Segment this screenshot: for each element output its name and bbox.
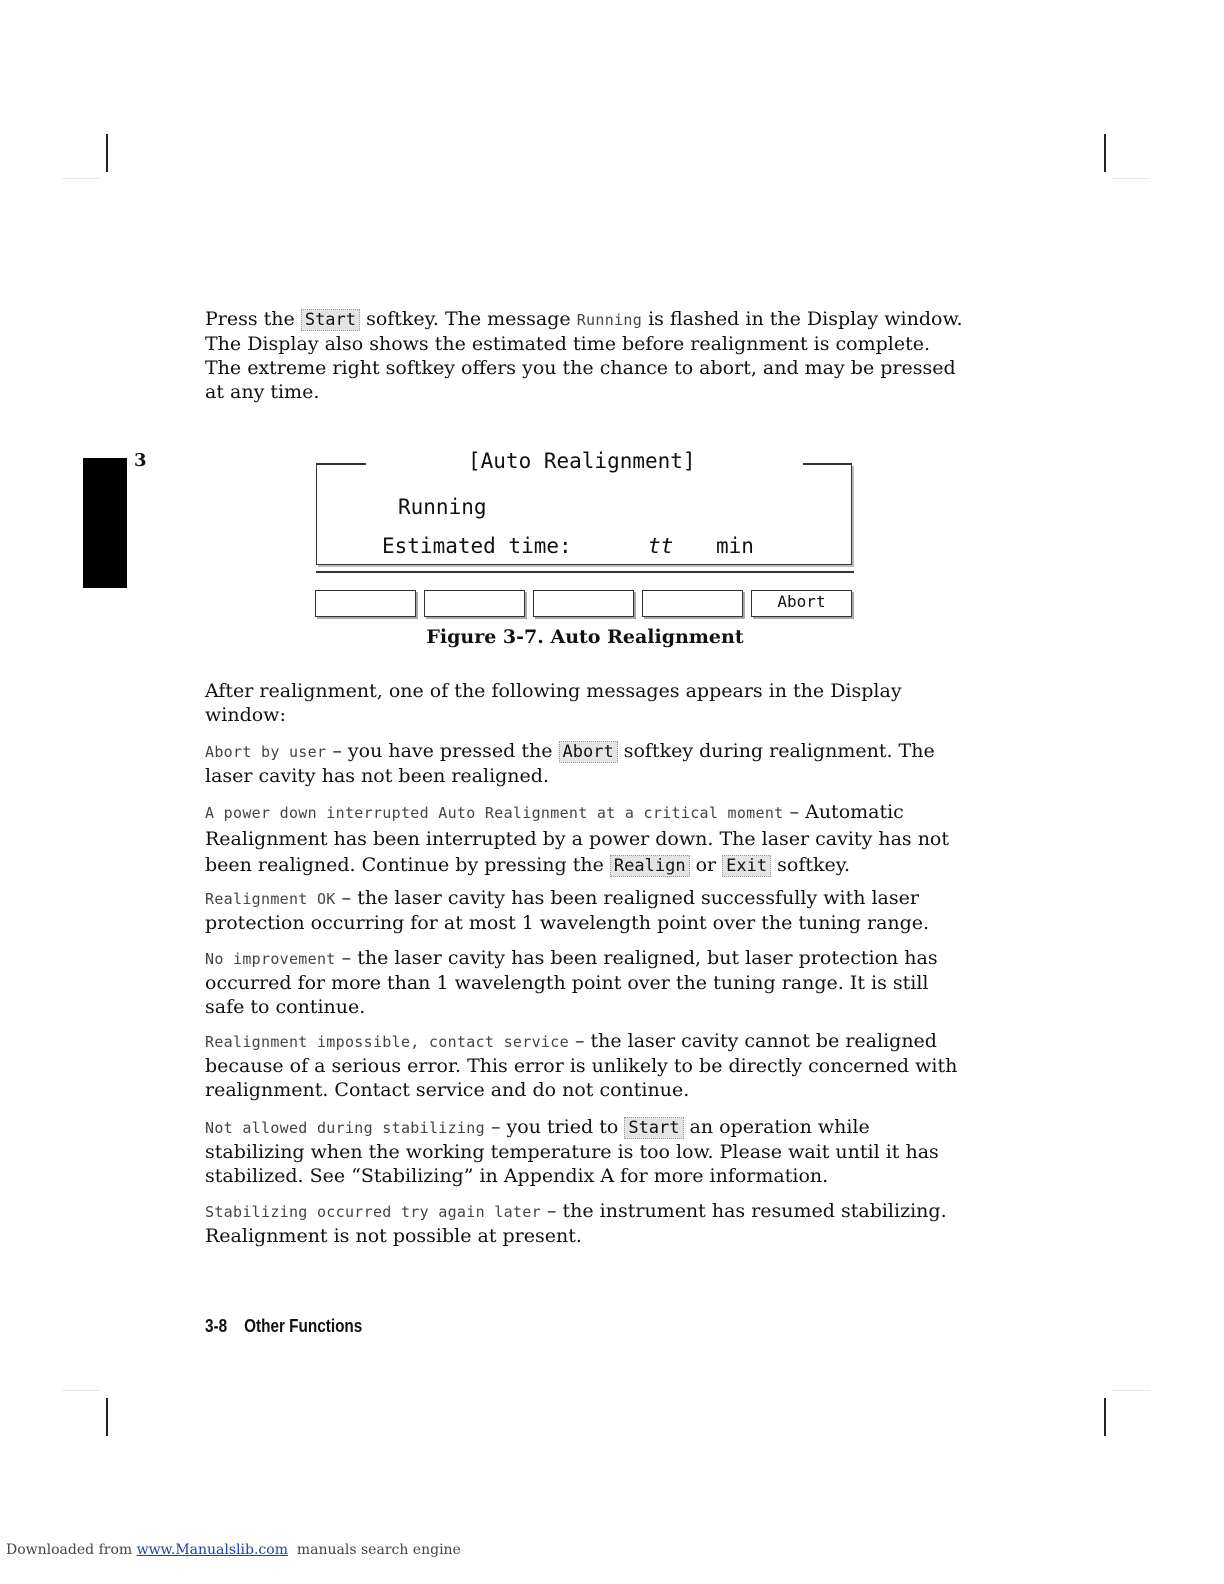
page-footer: 3-8 Other Functions <box>205 1316 363 1336</box>
manualslib-link[interactable]: www.Manualslib.com <box>136 1542 288 1558</box>
after-paragraph: After realignment, one of the following messages appears in the Display window: <box>205 680 902 726</box>
crop-mark <box>62 1390 100 1391</box>
softkey-2[interactable] <box>424 590 525 617</box>
start-softkey-ref: Start <box>301 309 360 331</box>
crop-mark <box>106 134 108 172</box>
display-running: Running <box>398 495 487 519</box>
chapter-number: 3 <box>134 450 147 471</box>
softkey-1[interactable] <box>315 590 416 617</box>
crop-mark <box>106 1398 108 1436</box>
display-frame-edge <box>316 571 854 573</box>
realign-softkey-ref: Realign <box>610 855 690 877</box>
message-no-improvement: No improvement – the laser cavity has been realigned, but laser protection has occurred for more than 1 wavelength point over the tuning range. It is still safe to continue. <box>205 947 938 1018</box>
crop-mark <box>62 178 100 179</box>
message-realignment-ok: Realignment OK – the laser cavity has been realigned successfully with laser protection occurring for at most 1 wavelength point over the tuning range. <box>205 887 930 934</box>
abort-softkey[interactable]: Abort <box>751 590 852 617</box>
start-softkey-ref: Start <box>624 1117 683 1139</box>
running-message: Running <box>576 311 643 329</box>
message-stabilizing-occurred: Stabilizing occurred try again later – the instrument has resumed stabilizing. Realignment is not possible at present. <box>205 1200 947 1247</box>
chapter-tab <box>83 458 127 588</box>
display-estimated-label: Estimated time: <box>382 534 572 558</box>
download-notice: Downloaded from www.Manualslib.com manuals search engine <box>6 1542 461 1558</box>
softkey-4[interactable] <box>642 590 743 617</box>
crop-mark <box>1112 1390 1150 1391</box>
exit-softkey-ref: Exit <box>722 855 771 877</box>
crop-mark <box>1104 134 1106 172</box>
display-estimated-value: tt <box>648 534 674 558</box>
intro-paragraph: Press the Start softkey. The message Running is flashed in the Display window. The Display also shows the estimated time before realignment is complete. The extreme right softkey offers you the chance to abort, and may be pressed at any time. <box>205 308 963 403</box>
softkey-3[interactable] <box>533 590 634 617</box>
crop-mark <box>1112 178 1150 179</box>
message-power-down: A power down interrupted Auto Realignment at a critical moment – Automatic Realignment has been interrupted by a power down. The laser cavity has not been realigned. Continue by pressing the Realign or Exit softkey. <box>205 801 950 876</box>
crop-mark <box>1104 1398 1106 1436</box>
message-realignment-impossible: Realignment impossible, contact service – the laser cavity cannot be realigned because of a serious error. This error is unlikely to be directly concerned with realignment. Contact service and do not continue. <box>205 1030 958 1101</box>
message-abort-by-user: Abort by user – you have pressed the Abort softkey during realignment. The laser cavity has not been realigned. <box>205 740 935 787</box>
display-estimated-unit: min <box>716 534 754 558</box>
abort-softkey-ref: Abort <box>559 741 618 763</box>
display-header: [Auto Realignment] <box>468 449 696 473</box>
figure-caption: Figure 3-7. Auto Realignment <box>426 626 744 648</box>
message-not-allowed: Not allowed during stabilizing – you tried to Start an operation while stabilizing when the working temperature is too low. Please wait until it has stabilized. See “Stabilizing” in Appendix A for more information. <box>205 1116 939 1187</box>
